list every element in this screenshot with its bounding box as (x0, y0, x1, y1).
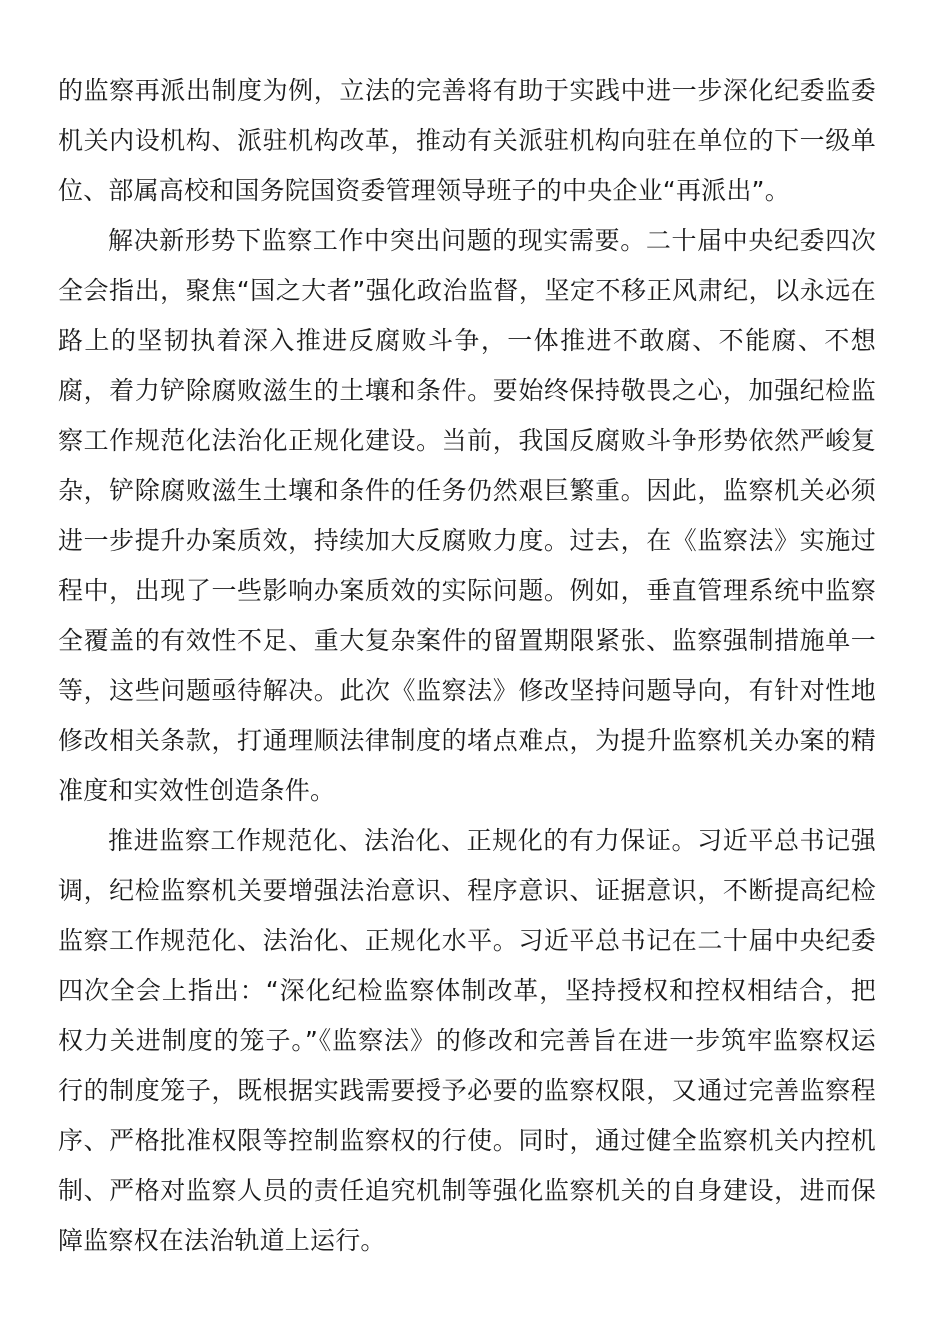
document-body (58, 66, 876, 1266)
paragraph-practical-needs: 解决新形势下监察工作中突出问题的现实需要。二十届中央纪委四次全会指出，聚焦“国之大者”强化政治监督，坚定不移正风肃纪，以永远在路上的坚韧执着深入推进反腐败斗争，一体推进不敢腐、不能腐、不想腐，着力铲除腐败滋生的土壤和条件。要始终保持敬畏之心，加强纪检监察工作规范化法治化正规化建设。当前，我国反腐败斗争形势依然严峻复杂，铲除腐败滋生土壤和条件的任务仍然艰巨繁重。因此，监察机关必须进一步提升办案质效，持续加大反腐败力度。过去，在《监察法》实施过程中，出现了一些影响办案质效的实际问题。例如，垂直管理系统中监察全覆盖的有效性不足、重大复杂案件的留置期限紧张、监察强制措施单一等，这些问题亟待解决。此次《监察法》修改坚持问题导向，有针对性地修改相关条款，打通理顺法律制度的堵点难点，为提升监察机关办案的精准度和实效性创造条件。 (58, 226, 876, 805)
paragraph-guarantee: 推进监察工作规范化、法治化、正规化的有力保证。习近平总书记强调，纪检监察机关要增强法治意识、程序意识、证据意识，不断提高纪检监察工作规范化、法治化、正规化水平。习近平总书记在二十届中央纪委四次全会上指出：“深化纪检监察体制改革，坚持授权和控权相结合，把权力关进制度的笼子。”《监察法》的修改和完善旨在进一步筑牢监察权运行的制度笼子，既根据实践需要授予必要的监察权限，又通过完善监察程序、严格批准权限等控制监察权的行使。同时，通过健全监察机关内控机制、严格对监察人员的责任追究机制等强化监察机关的自身建设，进而保障监察权在法治轨道上运行。 (58, 826, 876, 1255)
paragraph-continuation: 的监察再派出制度为例，立法的完善将有助于实践中进一步深化纪委监委机关内设机构、派驻机构改革，推动有关派驻机构向驻在单位的下一级单位、部属高校和国务院国资委管理领导班子的中央企业“再派出”。 (58, 76, 876, 205)
